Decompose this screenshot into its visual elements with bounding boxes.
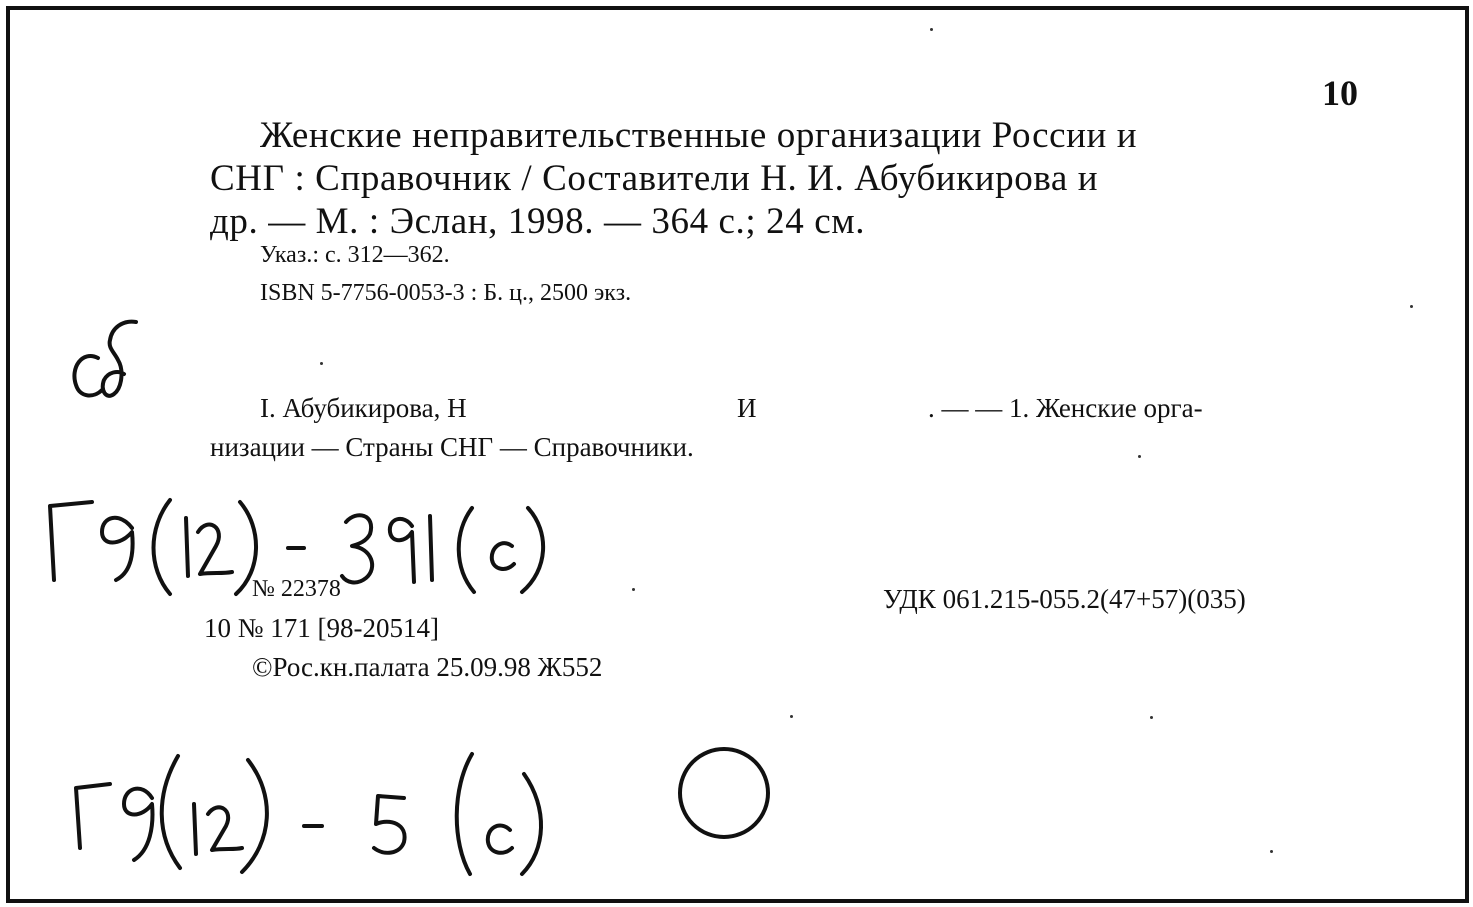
handwritten-shelfmark-2: [66, 738, 546, 883]
subject-line-1c: . — — 1. Женские орга-: [928, 393, 1203, 423]
scan-speck: [1138, 455, 1141, 458]
scan-speck: [320, 362, 323, 365]
scan-speck: [790, 715, 793, 718]
scan-speck: [930, 28, 933, 31]
subject-line-1a: I. Абубикирова, Н: [260, 393, 467, 423]
index-note: Указ.: с. 312—362.: [260, 242, 450, 268]
drawn-circle-mark: [672, 743, 776, 843]
subject-line-2: низации — Страны СНГ — Справочники.: [210, 432, 694, 462]
catalog-card: [6, 6, 1469, 903]
copyright-line: ©Рос.кн.палата 25.09.98 Ж552: [252, 652, 603, 682]
scan-speck: [632, 588, 635, 591]
handwritten-shelfmark-1: [40, 488, 560, 603]
handwritten-mark-top: [58, 310, 148, 410]
scan-speck: [1270, 850, 1273, 853]
scan-speck: [1150, 716, 1153, 719]
subject-line-1b: И: [737, 393, 757, 423]
scan-speck: [1410, 305, 1413, 308]
batch-line: 10 № 171 [98-20514]: [204, 613, 439, 643]
isbn-line: ISBN 5-7756-0053-3 : Б. ц., 2500 экз.: [260, 280, 632, 306]
card-number: 10: [1322, 73, 1358, 113]
title-line-2: СНГ : Справочник / Составители Н. И. Абубикирова и: [210, 158, 1099, 199]
udk-code: УДК 061.215-055.2(47+57)(035): [883, 584, 1246, 614]
title-line-1: Женские неправительственные организации России и: [260, 115, 1138, 156]
registration-number: № 22378: [252, 576, 341, 602]
title-line-3: др. — М. : Эслан, 1998. — 364 с.; 24 см.: [210, 201, 866, 242]
